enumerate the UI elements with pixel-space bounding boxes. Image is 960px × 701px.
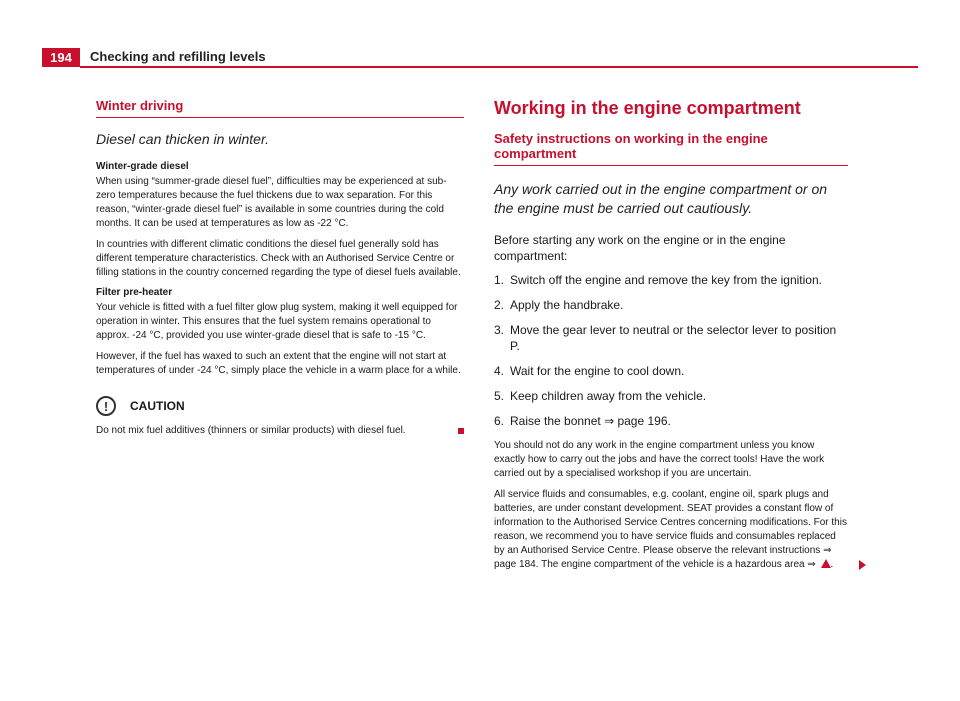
- header-divider: [80, 66, 918, 68]
- list-item: 1. Switch off the engine and remove the key from the ignition.: [494, 273, 822, 287]
- list-item: 3. Move the gear lever to neutral or the selector lever to position P.: [494, 323, 837, 353]
- intro-text: Before starting any work on the engine or in the engine compartment:: [494, 233, 786, 263]
- list-item: 6. Raise the bonnet ⇒ page 196.: [494, 414, 671, 428]
- expertise-paragraph: You should not do any work in the engine compartment unless you know exactly how to carry out the jobs and have the correct tools! Have the work carried out by a specialised workshop if you are uncertain.: [494, 440, 825, 479]
- list-item: 5. Keep children away from the vehicle.: [494, 389, 707, 403]
- warning-triangle-icon[interactable]: [821, 559, 831, 568]
- chapter-title: Checking and refilling levels: [90, 49, 266, 64]
- service-fluids-paragraph: All service fluids and consumables, e.g. coolant, engine oil, spark plugs and batteries, are under constant development. SEAT provides a constant flow of information to the Authorised Service Centres concerning modifications. For this reason, we recommend you to have service fluids and consumables replaced by an Authorised Service Centre. Please observe the relevant instructions ⇒ page 184. The engine compartment of the vehicle is a hazardous area ⇒ .: [494, 488, 848, 572]
- right-column: [494, 98, 848, 579]
- list-item: 2. Apply the handbrake.: [494, 298, 624, 312]
- caution-text: Do not mix fuel additives (thinners or similar products) with diesel fuel.: [96, 425, 406, 436]
- winter-grade-paragraph-1: When using “summer-grade diesel fuel”, difficulties may be experienced at sub-zero temperatures because the fuel thickens due to wax separation. For this reason, “winter-grade diesel fuel” is available in some countries during the cold months. It can be used at temperatures as low as -22 °C.: [96, 176, 447, 229]
- engine-compartment-heading: Working in the engine compartment: [494, 98, 801, 118]
- caution-block: [96, 424, 464, 438]
- caution-header: [96, 396, 464, 416]
- winter-driving-lead: Diesel can thicken in winter.: [96, 131, 270, 147]
- winter-grade-heading: Winter-grade diesel: [96, 161, 189, 172]
- safety-instructions-heading: Safety instructions on working in the engine compartment: [494, 131, 848, 166]
- caution-label: CAUTION: [130, 399, 185, 413]
- caution-icon: !: [96, 396, 116, 416]
- winter-driving-heading: Winter driving: [96, 98, 464, 118]
- list-item: 4. Wait for the engine to cool down.: [494, 364, 685, 378]
- engine-compartment-lead: Any work carried out in the engine compartment or on the engine must be carried out cautiously.: [494, 181, 828, 216]
- filter-paragraph-1: Your vehicle is fitted with a fuel filter glow plug system, making it well equipped for operation in winter. This ensures that the fuel system remains operational to approx. -24 °C, provided you use winter-grade diesel that is safe to -15 °C.: [96, 302, 458, 341]
- steps-list: [494, 272, 848, 429]
- page-number: 194: [42, 48, 80, 67]
- left-column: [96, 98, 464, 445]
- filter-preheater-heading: Filter pre-heater: [96, 287, 173, 298]
- continue-arrow-icon: [859, 560, 866, 570]
- section-end-square-icon: [458, 428, 464, 434]
- filter-paragraph-2: However, if the fuel has waxed to such an extent that the engine will not start at temperatures of under -24 °C, simply place the vehicle in a warm place for a while.: [96, 351, 461, 376]
- winter-grade-paragraph-2: In countries with different climatic conditions the diesel fuel generally sold has different temperature characteristics. Check with an Authorised Service Centre or filling stations in the country concerned regarding the type of diesel fuels available.: [96, 239, 461, 278]
